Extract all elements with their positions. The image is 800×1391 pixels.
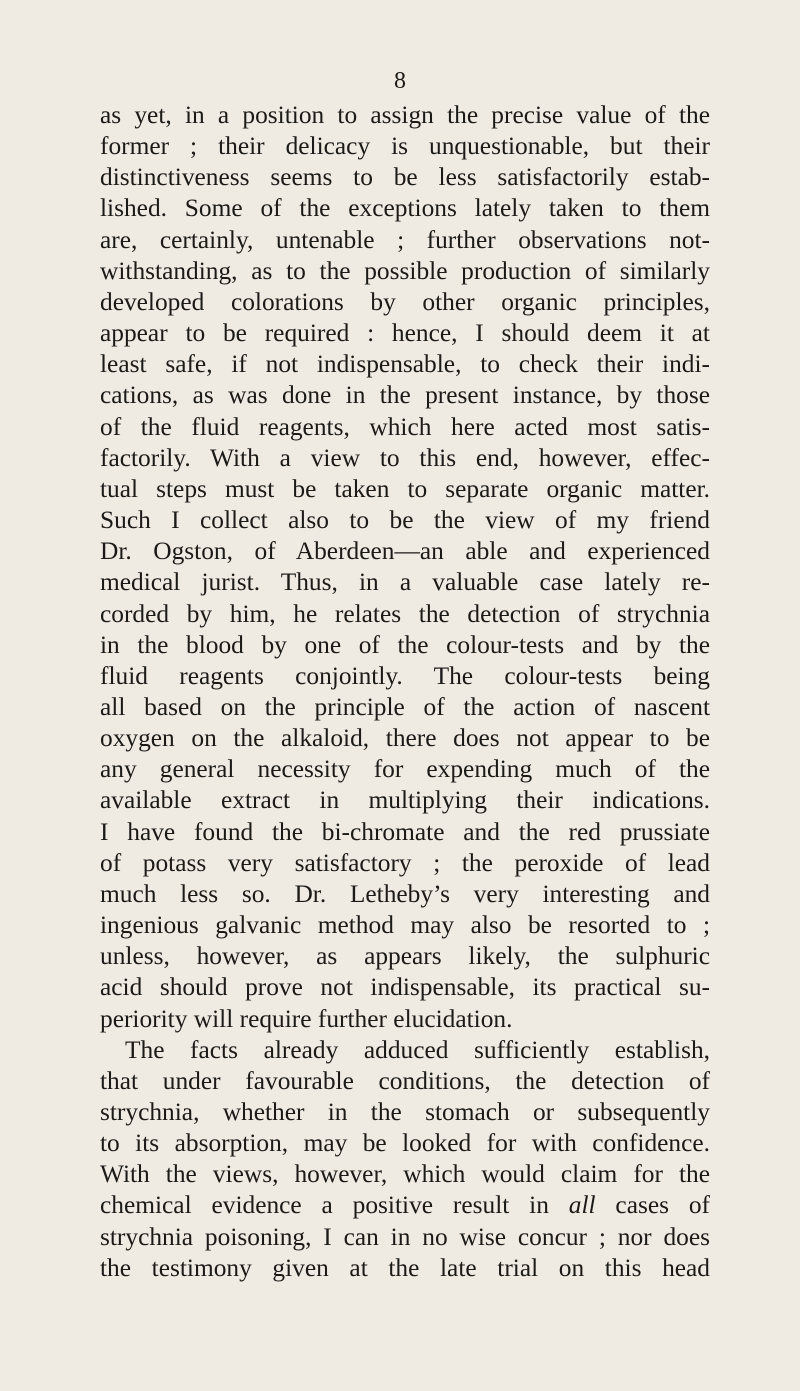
text-line: distinctiveness seems to be less satisfactorily estab- (100, 163, 710, 192)
text-line: medical jurist. Thus, in a valuable case lately re- (100, 568, 710, 597)
text-line: former ; their delicacy is unquestionable, but their (100, 132, 710, 161)
text-line: available extract in multiplying their indications. (100, 786, 710, 815)
body-text (100, 100, 710, 1284)
text-line: Such I collect also to be the view of my friend (100, 506, 710, 535)
text-line: any general necessity for expending much of the (100, 755, 710, 784)
text-line: withstanding, as to the possible production of similarly (100, 256, 710, 285)
text-line: all based on the principle of the action of nascent (100, 692, 710, 721)
text-line: lished. Some of the exceptions lately taken to them (100, 194, 710, 223)
text-line: to its absorption, may be looked for with confidence. (100, 1129, 710, 1158)
italic-emphasis: all (568, 1191, 596, 1220)
text-line: I have found the bi-chromate and the red prussiate (100, 817, 710, 846)
text-line: are, certainly, untenable ; further observations not- (100, 225, 710, 254)
text-line: strychnia, whether in the stomach or subsequently (100, 1098, 710, 1126)
text-segment: cases of (595, 1191, 710, 1220)
text-line: of the fluid reagents, which here acted most satis- (100, 412, 710, 441)
text-line: periority will require further elucidation. (100, 1004, 513, 1033)
text-line: as yet, in a position to assign the precise value of the (100, 101, 710, 129)
page-number: 8 (394, 68, 406, 94)
text-line: in the blood by one of the colour-tests and by the (100, 630, 710, 659)
text-line: appear to be required : hence, I should deem it at (100, 319, 710, 348)
text-segment: chemical evidence a positive result in (100, 1191, 569, 1220)
text-line: With the views, however, which would claim for the (100, 1160, 710, 1189)
text-line: ingenious galvanic method may also be resorted to ; (100, 911, 710, 940)
text-line: unless, however, as appears likely, the sulphuric (100, 942, 710, 971)
text-line: much less so. Dr. Letheby’s very interesting and (100, 879, 710, 908)
text-line: the testimony given at the late trial on this head (100, 1253, 710, 1282)
text-line: oxygen on the alkaloid, there does not appear to be (100, 724, 710, 753)
text-line: Dr. Ogston, of Aberdeen—an able and experienced (100, 537, 710, 566)
text-line-with-italic (100, 1190, 710, 1221)
text-line: acid should prove not indispensable, its practical su- (100, 973, 710, 1002)
text-line: The facts already adduced sufficiently establish, (125, 1035, 710, 1064)
text-line: of potass very satisfactory ; the peroxide of lead (100, 848, 710, 877)
text-line: corded by him, he relates the detection of strychnia (100, 599, 710, 628)
text-line: least safe, if not indispensable, to check their indi- (100, 350, 710, 379)
text-line: tual steps must be taken to separate organic matter. (100, 474, 710, 503)
text-line: developed colorations by other organic principles, (100, 287, 710, 316)
text-line: factorily. With a view to this end, however, effec- (100, 443, 710, 472)
text-line: cations, as was done in the present instance, by those (100, 381, 710, 410)
text-line: that under favourable conditions, the detection of (100, 1066, 710, 1095)
text-line: strychnia poisoning, I can in no wise concur ; nor does (100, 1222, 710, 1251)
text-line: fluid reagents conjointly. The colour-tests being (100, 661, 710, 690)
